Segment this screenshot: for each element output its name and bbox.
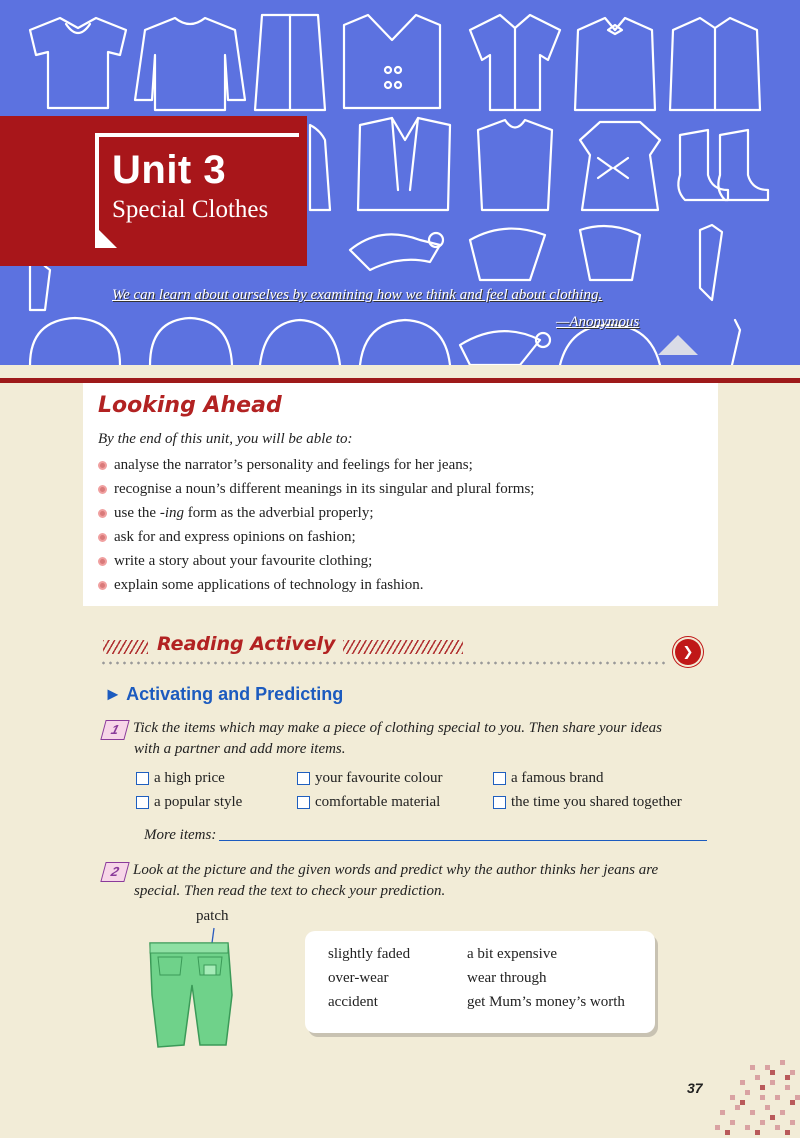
question-1-line-1: Tick the items which may make a piece of clothing special to you. Then share your ideas [133,720,662,736]
option-checkbox[interactable]: a famous brand [493,770,603,787]
chevron-down-icon[interactable]: ❯ [675,639,701,665]
bullet-icon [98,461,107,470]
more-items-input-line[interactable] [219,840,707,841]
page-number: 37 [687,1080,703,1096]
checkbox-icon[interactable] [136,796,149,809]
option-checkbox[interactable]: your favourite colour [297,770,442,787]
bullet-icon [98,557,107,566]
unit-title: Special Clothes [112,196,269,223]
checkbox-icon[interactable] [297,772,310,785]
word-bank-item: over-wear [328,970,389,986]
word-bank-item: accident [328,994,378,1010]
subsection-heading: ► Activating and Predicting [104,684,344,704]
bullet-icon [98,533,107,542]
checkbox-icon[interactable] [493,796,506,809]
word-bank-item: get Mum’s money’s worth [467,994,625,1010]
epigraph-quote: We can learn about ourselves by examining how we think and feel about clothing. [112,287,603,303]
looking-ahead-intro: By the end of this unit, you will be able to: [98,431,353,447]
section-hatch-right [343,640,463,654]
patch-label: patch [196,908,229,924]
objective-item: ask for and express opinions on fashion; [98,529,356,546]
question-1-line-2: with a partner and add more items. [134,741,346,757]
word-bank-item: a bit expensive [467,946,557,962]
more-items-label: More items: [144,827,217,843]
question-number-1: 1 [100,720,129,740]
section-title: Reading Actively [157,633,336,655]
jeans-illustration [148,925,238,1050]
objective-item: analyse the narrator’s personality and feelings for her jeans; [98,457,473,474]
objective-item: use the -ing form as the adverbial properly; [98,505,374,522]
epigraph-author: —Anonymous [556,314,640,330]
objective-item: write a story about your favourite clothing; [98,553,372,570]
question-2-line-1: Look at the picture and the given words and predict why the author thinks her jeans are [133,862,659,878]
bullet-icon [98,485,107,494]
looking-ahead-title: Looking Ahead [98,393,282,418]
question-number-2: 2 [100,862,129,882]
section-hatch-left [103,640,148,654]
checkbox-icon[interactable] [297,796,310,809]
word-bank-item: wear through [467,970,547,986]
option-checkbox[interactable]: the time you shared together [493,794,682,811]
checkbox-icon[interactable] [493,772,506,785]
question-2-line-2: special. Then read the text to check your prediction. [134,883,446,899]
word-bank-item: slightly faded [328,946,411,962]
objective-item: explain some applications of technology in fashion. [98,577,424,594]
bullet-icon [98,581,107,590]
option-checkbox[interactable]: a high price [136,770,225,787]
unit-number: Unit 3 [112,148,227,192]
bullet-icon [98,509,107,518]
option-checkbox[interactable]: a popular style [136,794,242,811]
title-corner-fold [95,226,117,248]
objective-item: recognise a noun’s different meanings in its singular and plural forms; [98,481,534,498]
pixel-pattern-decoration [710,1060,800,1138]
option-checkbox[interactable]: comfortable material [297,794,440,811]
section-dotted-rule [100,661,668,665]
checkbox-icon[interactable] [136,772,149,785]
